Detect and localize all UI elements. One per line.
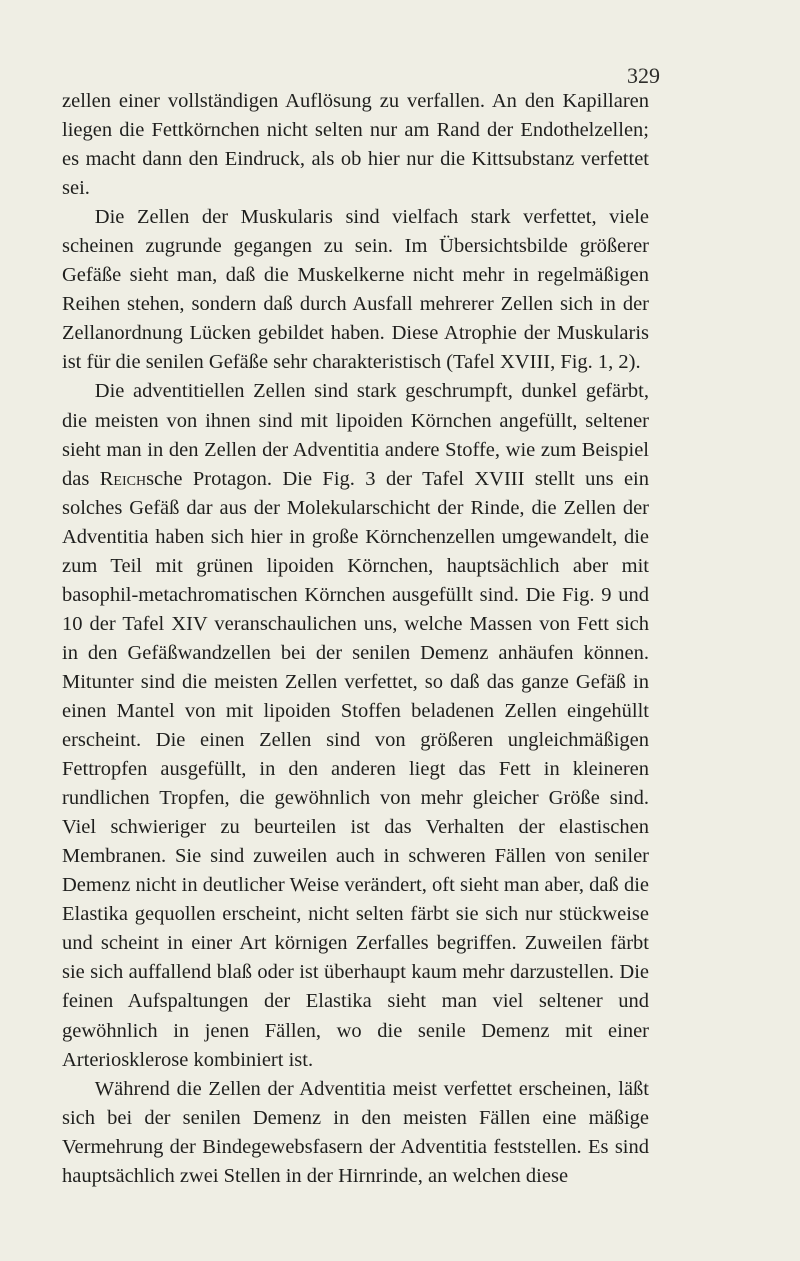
paragraph-2: Die Zellen der Muskularis sind vielfach stark verfettet, viele scheinen zugrunde gegangen zu sein. Im Übersichtsbilde größerer Gefäße sieht man, daß die Muskelkerne nicht mehr in regelmäßigen Reihen stehen, sondern daß durch Ausfall mehrerer Zellen sich in der Zellanordnung Lücken gebildet haben. Diese Atrophie der Muskularis ist für die senilen Gefäße sehr charakteristisch (Tafel XVIII, Fig. 1, 2). (62, 206, 649, 374)
paragraph-3 (62, 377, 649, 1074)
paragraph-1: zellen einer vollständigen Auflösung zu verfallen. An den Kapillaren liegen die Fettkörnchen nicht selten nur am Rand der Endothelzellen; es macht dann den Eindruck, als ob hier nur die Kittsubstanz verfettet sei. (62, 90, 649, 200)
page-number: 329 (627, 63, 660, 88)
paragraph-3-part-2: sche Protagon. Die Fig. 3 der Tafel XVIII stellt uns ein solches Gefäß dar aus der Molekularschicht der Rinde, die Zellen der Adventitia haben sich hier in große Körnchenzellen umgewandelt, die zum Teil mit grünen lipoiden Körnchen, hauptsächlich aber mit basophil-metachromatischen Körnchen ausgefüllt sind. Die Fig. 9 und 10 der Tafel XIV veranschaulichen uns, welche Massen von Fett sich in den Gefäßwandzellen bei der senilen Demenz anhäufen können. Mitunter sind die meisten Zellen verfettet, so daß das ganze Gefäß in einen Mantel von mit lipoiden Stoffen beladenen Zellen eingehüllt erscheint. Die einen Zellen sind von größeren ungleichmäßigen Fettropfen ausgefüllt, in den anderen liegt das Fett in kleineren rundlichen Tropfen, die gewöhnlich von mehr gleicher Größe sind. Viel schwieriger zu beurteilen ist das Verhalten der elastischen Membranen. Sie sind zuweilen auch in schweren Fällen von seniler Demenz nicht in deutlicher Weise verändert, oft sieht man aber, daß die Elastika gequollen erscheint, nicht selten färbt sie sich nur stückweise und scheint in einer Art körnigen Zerfalles begriffen. Zuweilen färbt sie sich auffallend blaß oder ist überhaupt kaum mehr darzustellen. Die feinen Aufspaltungen der Elastika sieht man viel seltener und gewöhnlich in jenen Fällen, wo die senile Demenz mit einer Arteriosklerose kombiniert ist. (62, 467, 650, 1071)
paragraph-4: Während die Zellen der Adventitia meist verfettet erscheinen, läßt sich bei der senilen Demenz in den meisten Fällen eine mäßige Vermehrung der Bindegewebsfasern der Adventitia feststellen. Es sind hauptsächlich zwei Stellen in der Hirnrinde, an welchen diese (62, 1077, 649, 1187)
paragraph-3-part-1: Die adventitiellen Zellen sind stark geschrumpft, dunkel gefärbt, die meisten von ihnen sind mit lipoiden Körnchen angefüllt, seltener sieht man in den Zellen der Adventitia andere Stoffe, wie zum Beispiel das (62, 380, 649, 490)
body-text (62, 87, 649, 1191)
author-name-reich: Reich (99, 467, 147, 490)
